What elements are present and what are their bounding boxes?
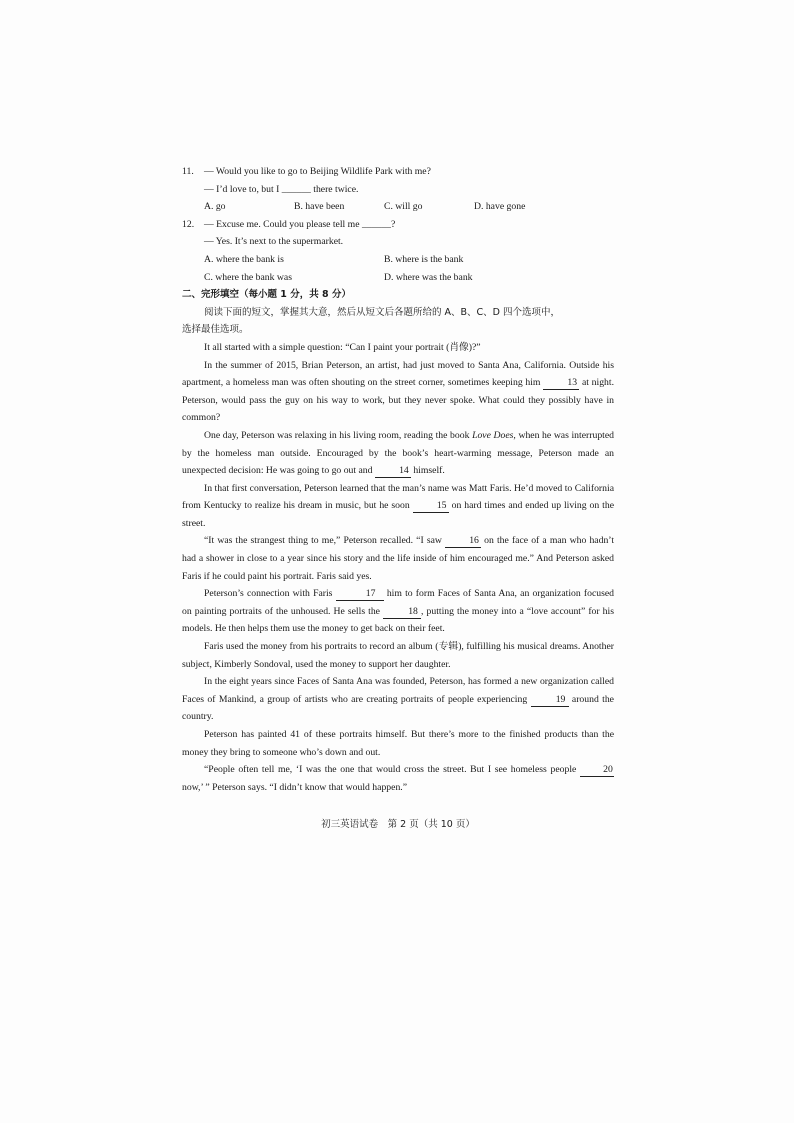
- q12-prompt-blank: ______: [361, 218, 391, 230]
- p5-text-a: “It was the strangest thing to me,” Peterson recalled. “I saw: [204, 535, 442, 547]
- p4-text-b: on hard times and ended up living on the street.: [182, 500, 615, 529]
- q12-option-c: C. where the bank was: [204, 271, 292, 283]
- p8-text-b: around the country.: [182, 693, 614, 723]
- blank-20: 20: [580, 763, 614, 777]
- passage-paragraph-2: [182, 357, 614, 427]
- p4-text-a: In that first conversation, Peterson learned that the man’s name was Matt Faris. He’d moved to California from Kentucky to realize his dream in music, but he soon: [182, 482, 614, 512]
- page-footer: [182, 816, 614, 830]
- p2-text-b: at night. Peterson, would pass the guy on his way to work, but they never spoke. What could they possibly have in common?: [182, 377, 615, 424]
- passage-paragraph-5: [182, 532, 614, 585]
- q11-option-c: C. will go: [384, 201, 423, 213]
- q11-option-a: A. go: [204, 201, 226, 213]
- passage-paragraph-7: Faris used the money from his portraits to record an album (专辑), fulfilling his musical dreams. Another subject, Kimberly Sondoval, used the money to support her daughter.: [182, 641, 614, 670]
- section-instruction-2: 选择最佳选项。: [182, 324, 249, 336]
- blank-14: 14: [375, 464, 411, 478]
- blank-19: 19: [531, 693, 569, 707]
- q11-reply: [204, 181, 358, 199]
- section-heading: 二、完形填空（每小题 1 分，共 8 分）: [182, 289, 351, 301]
- q11-options: [182, 198, 614, 216]
- p3-text-a: One day, Peterson was relaxing in his living room, reading the book: [204, 429, 470, 441]
- q11-reply-line: [182, 181, 614, 199]
- p10-text-b: now,’ ” Peterson says. “I didn’t know that would happen.”: [182, 781, 408, 793]
- blank-16: 16: [445, 534, 481, 548]
- passage-paragraph-1: It all started with a simple question: “Can I paint your portrait (肖像)?”: [204, 341, 481, 353]
- page-content: [182, 163, 614, 796]
- blank-13: 13: [543, 376, 579, 390]
- passage-paragraph-10: [182, 761, 614, 796]
- p3-text-c: himself.: [413, 465, 445, 477]
- q12-prompt: [204, 216, 395, 234]
- p5-text-b: on the face of a man who hadn’t had a shower in close to a year since his story and the life inside of him encouraged me.” And Peterson asked Faris if he could paint his portrait. Faris said yes.: [182, 535, 615, 582]
- q11-reply-before: — I’d love to, but I: [204, 183, 280, 195]
- q12-prompt-before: — Excuse me. Could you please tell me: [204, 218, 360, 230]
- p10-text-a: “People often tell me, ‘I was the one that would cross the street. But I see homeless people: [204, 764, 577, 776]
- passage-paragraph-6: [182, 585, 614, 638]
- section-instruction-1: 阅读下面的短文，掌握其大意，然后从短文后各题所给的 A、B、C、D 四个选项中，: [204, 306, 561, 318]
- footer-text: 初三英语试卷 第 2 页（共 10 页）: [321, 819, 475, 830]
- p8-text-a: In the eight years since Faces of Santa Ana was founded, Peterson, has formed a new organization called Faces of Mankind, a group of artists who are creating portraits of people experiencing: [182, 676, 614, 705]
- blank-18: 18: [383, 605, 421, 619]
- p6-text-b: him to form Faces of Santa Ana, an organization focused on painting portraits of the unhoused. He sells the: [182, 588, 615, 617]
- q11-option-b: B. have been: [294, 201, 345, 213]
- q12-option-a: A. where the bank is: [204, 253, 284, 265]
- q11-prompt: — Would you like to go to Beijing Wildlife Park with me?: [204, 166, 431, 177]
- passage-paragraph-4: [182, 480, 614, 533]
- p6-text-c: , putting the money into a “love account” for his models. He then helps them use the money to get back on their feet.: [182, 605, 614, 635]
- blank-17: 17: [336, 587, 384, 601]
- q11-reply-after: there twice.: [313, 183, 359, 195]
- q12-option-b: B. where is the bank: [384, 253, 464, 265]
- book-title: Love Does: [472, 429, 514, 441]
- q12-options-row1: [182, 251, 614, 269]
- p2-text-a: In the summer of 2015, Brian Peterson, an artist, had just moved to Santa Ana, California. Outside his apartment, a homeless man was often shouting on the street corner, sometimes keeping him: [182, 359, 614, 389]
- p6-text-a: Peterson’s connection with Faris: [204, 588, 333, 600]
- passage-paragraph-9: Peterson has painted 41 of these portraits himself. But there’s more to the finished products than the money they bring to someone who’s down and out.: [182, 729, 614, 758]
- q11-number: 11.: [182, 166, 194, 177]
- q12-prompt-line: [182, 216, 614, 234]
- q12-options-row2: [182, 269, 614, 287]
- q12-option-d: D. where was the bank: [384, 271, 473, 283]
- q11-prompt-line: [182, 163, 614, 181]
- q11-reply-blank: ______: [281, 183, 311, 195]
- q11-option-d: D. have gone: [474, 201, 526, 213]
- passage-paragraph-8: [182, 673, 614, 726]
- q12-number: 12.: [182, 218, 195, 230]
- blank-15: 15: [413, 499, 449, 513]
- q12-prompt-after: ?: [391, 218, 396, 230]
- passage-paragraph-3: [182, 427, 614, 480]
- q12-reply-line: [182, 233, 614, 251]
- q12-reply: — Yes. It’s next to the supermarket.: [204, 236, 344, 248]
- p3-text-b: , when he was interrupted by the homeless man outside. Encouraged by the book’s heart-warming message, Peterson made an unexpected decision: He was going to go out and: [182, 429, 614, 477]
